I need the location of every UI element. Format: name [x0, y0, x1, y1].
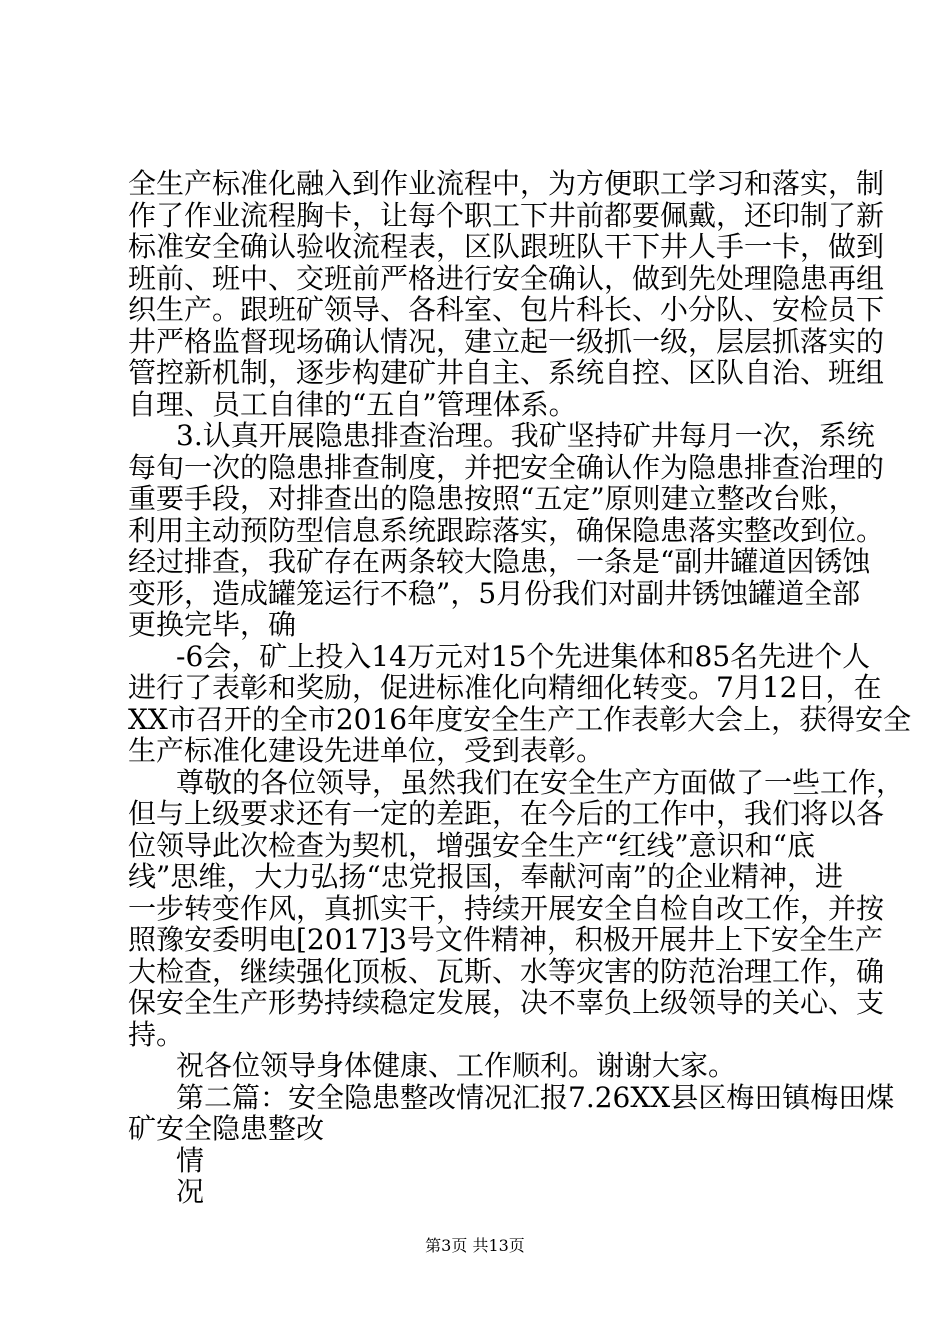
text-line: 利用主动预防型信息系统跟踪落实，确保隐患落实整改到位。 [128, 514, 885, 547]
paragraph-start-line: 3.认真开展隐患排查治理。我矿坚持矿井每月一次，系统 [176, 419, 875, 452]
text-line: 织生产。跟班矿领导、各科室、包片科长、小分队、安检员下 [128, 293, 885, 326]
text-line: 管控新机制，逐步构建矿井自主、系统自控、区队自治、班组 [128, 356, 885, 389]
text-line: 标准安全确认验收流程表，区队跟班队干下井人手一卡，做到 [128, 230, 885, 263]
paragraph-start-line: -6会，矿上投入14万元对15个先进集体和85名先进个人 [176, 640, 871, 673]
text-line: 班前、班中、交班前严格进行安全确认，做到先处理隐患再组 [128, 262, 885, 295]
text-line: 作了作业流程胸卡，让每个职工下井前都要佩戴，还印制了新 [128, 199, 885, 232]
text-line: 大检查，继续强化顶板、瓦斯、水等灾害的防范治理工作，确 [128, 955, 885, 988]
text-line: 一步转变作风，真抓实干，持续开展安全自检自改工作，并按 [128, 892, 885, 925]
text-line: 进行了表彰和奖励，促进标准化向精细化转变。7月12日，在 [128, 671, 882, 704]
section-heading-line: 矿安全隐患整改 [128, 1112, 325, 1145]
section-heading-line: 第二篇：安全隐患整改情况汇报7.26XX县区梅田镇梅田煤 [176, 1081, 895, 1114]
text-line: 照豫安委明电[2017]3号文件精神，积极开展井上下安全生产 [128, 923, 883, 956]
paragraph-start-line: 祝各位领导身体健康、工作顺利。谢谢大家。 [176, 1049, 737, 1082]
text-line: 更换完毕，确 [128, 608, 297, 641]
page-number-footer: 第3页 共13页 [425, 1236, 525, 1255]
text-line: 保安全生产形势持续稳定发展，决不辜负上级领导的关心、支 [128, 986, 885, 1019]
text-line: 线”思维，大力弘扬“忠党报国，奉献河南”的企业精神，进 [128, 860, 843, 893]
text-line: 每旬一次的隐患排查制度，并把安全确认作为隐患排查治理的 [128, 451, 885, 484]
text-line: 井严格监督现场确认情况，建立起一级抓一级，层层抓落实的 [128, 325, 885, 358]
text-line: 但与上级要求还有一定的差距，在今后的工作中，我们将以各 [128, 797, 885, 830]
text-line: 全生产标准化融入到作业流程中，为方便职工学习和落实，制 [128, 167, 885, 200]
text-line: 变形，造成罐笼运行不稳”，5月份我们对副井锈蚀罐道全部 [128, 577, 861, 610]
text-line: 位领导此次检查为契机，增强安全生产“红线”意识和“底 [128, 829, 815, 862]
text-line: 况 [176, 1175, 205, 1208]
paragraph-start-line: 尊敬的各位领导，虽然我们在安全生产方面做了一些工作， [176, 766, 905, 799]
text-line: 生产标准化建设先进单位，受到表彰。 [128, 734, 605, 767]
text-line: 情 [176, 1144, 205, 1177]
text-line: 经过排查，我矿存在两条较大隐患，一条是“副井罐道因锈蚀 [128, 545, 871, 578]
text-line: 持。 [128, 1018, 185, 1051]
text-line: 重要手段，对排查出的隐患按照“五定”原则建立整改台账， [128, 482, 857, 515]
text-line: XX市召开的全市2016年度安全生产工作表彰大会上，获得安全 [128, 703, 912, 736]
text-line: 自理、员工自律的“五自”管理体系。 [128, 388, 577, 421]
